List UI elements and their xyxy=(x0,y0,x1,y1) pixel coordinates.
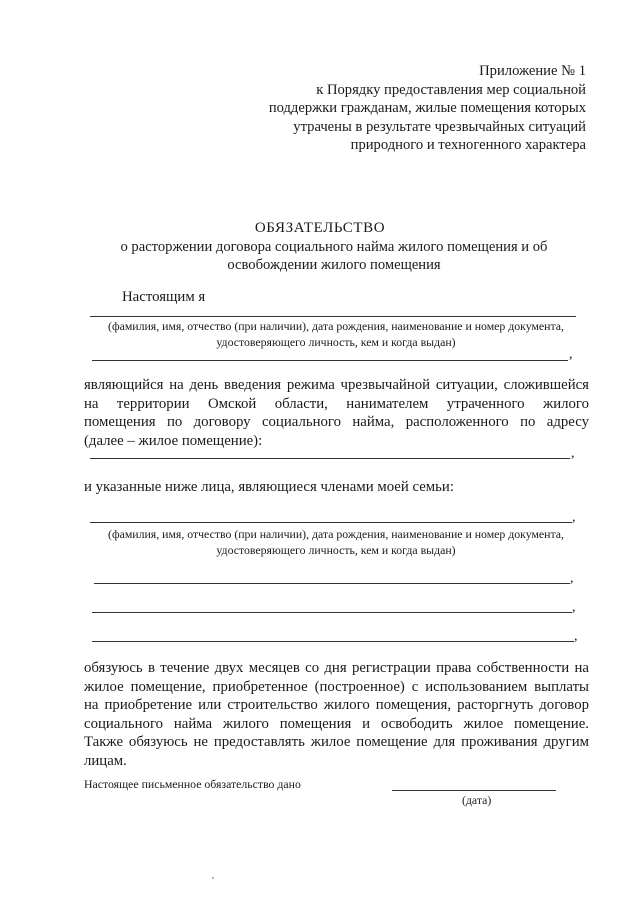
date-field[interactable] xyxy=(392,790,556,791)
caption-line: удостоверяющего личность, кем и когда выдан) xyxy=(216,335,456,349)
field-comma: , xyxy=(572,600,576,615)
paragraph-line: на приобретение или строительство жилого помещения, расторгнуть договор xyxy=(84,697,589,713)
appendix-line: утрачены в результате чрезвычайных ситуаций xyxy=(293,118,586,135)
paragraph-line: Также обязуюсь не предоставлять жилое помещение для проживания другим xyxy=(84,734,589,750)
applicant-document-field[interactable] xyxy=(92,360,568,361)
paragraph-line: (далее – жилое помещение): xyxy=(84,432,263,449)
paragraph-line: помещения по договору социального найма, расположенного по адресу xyxy=(84,414,589,430)
field-comma: , xyxy=(571,446,575,461)
paragraph-line: являющийся на день введения режима чрезвычайной ситуации, сложившейся xyxy=(84,377,589,393)
appendix-number: Приложение № 1 xyxy=(479,63,586,79)
given-text: Настоящее письменное обязательство дано xyxy=(84,777,301,791)
caption-line: удостоверяющего личность, кем и когда выдан) xyxy=(216,543,456,557)
document-subtitle xyxy=(60,238,608,274)
paragraph-line: жилое помещение, приобретенное (построенное) с использованием выплаты xyxy=(84,678,589,695)
applicant-caption xyxy=(56,318,616,350)
family-member-field-2[interactable] xyxy=(94,583,570,584)
appendix-line: поддержки гражданам, жилые помещения которых xyxy=(268,100,586,116)
field-comma: , xyxy=(572,510,576,525)
appendix-line: природного и техногенного характера xyxy=(350,137,586,153)
scan-speck xyxy=(212,877,214,879)
paragraph-line: обязуюсь в течение двух месяцев со дня регистрации права собственности на xyxy=(84,660,589,676)
obligation-paragraph xyxy=(84,659,589,770)
document-title: ОБЯЗАТЕЛЬСТВО xyxy=(254,220,386,236)
intro-text: Настоящим я xyxy=(122,289,206,305)
address-field[interactable] xyxy=(90,458,570,459)
applicant-name-field[interactable] xyxy=(90,316,576,317)
field-comma: , xyxy=(569,347,573,362)
family-intro: и указанные ниже лица, являющиеся членами моей семьи: xyxy=(84,479,454,495)
family-member-field-1[interactable] xyxy=(90,522,572,523)
family-member-field-3[interactable] xyxy=(92,612,572,613)
appendix-line: к Порядку предоставления мер социальной xyxy=(316,81,586,98)
paragraph-line: на территории Омской области, нанимателем утраченного жилого xyxy=(84,395,589,412)
tenant-paragraph xyxy=(84,376,589,450)
family-member-field-4[interactable] xyxy=(92,641,574,642)
subtitle-line: о расторжении договора социального найма жилого помещения и об xyxy=(120,239,548,255)
family-caption xyxy=(56,526,616,558)
caption-line: (фамилия, имя, отчество (при наличии), дата рождения, наименование и номер документа, xyxy=(108,527,564,541)
date-caption: (дата) xyxy=(462,793,492,807)
appendix-header xyxy=(266,62,586,155)
subtitle-line: освобождении жилого помещения xyxy=(227,257,441,273)
paragraph-line: лицам. xyxy=(84,752,127,769)
field-comma: , xyxy=(574,629,578,644)
paragraph-line: социального найма жилого помещения и освободить жилое помещение. xyxy=(84,715,589,732)
field-comma: , xyxy=(570,571,574,586)
caption-line: (фамилия, имя, отчество (при наличии), дата рождения, наименование и номер документа, xyxy=(108,319,564,333)
